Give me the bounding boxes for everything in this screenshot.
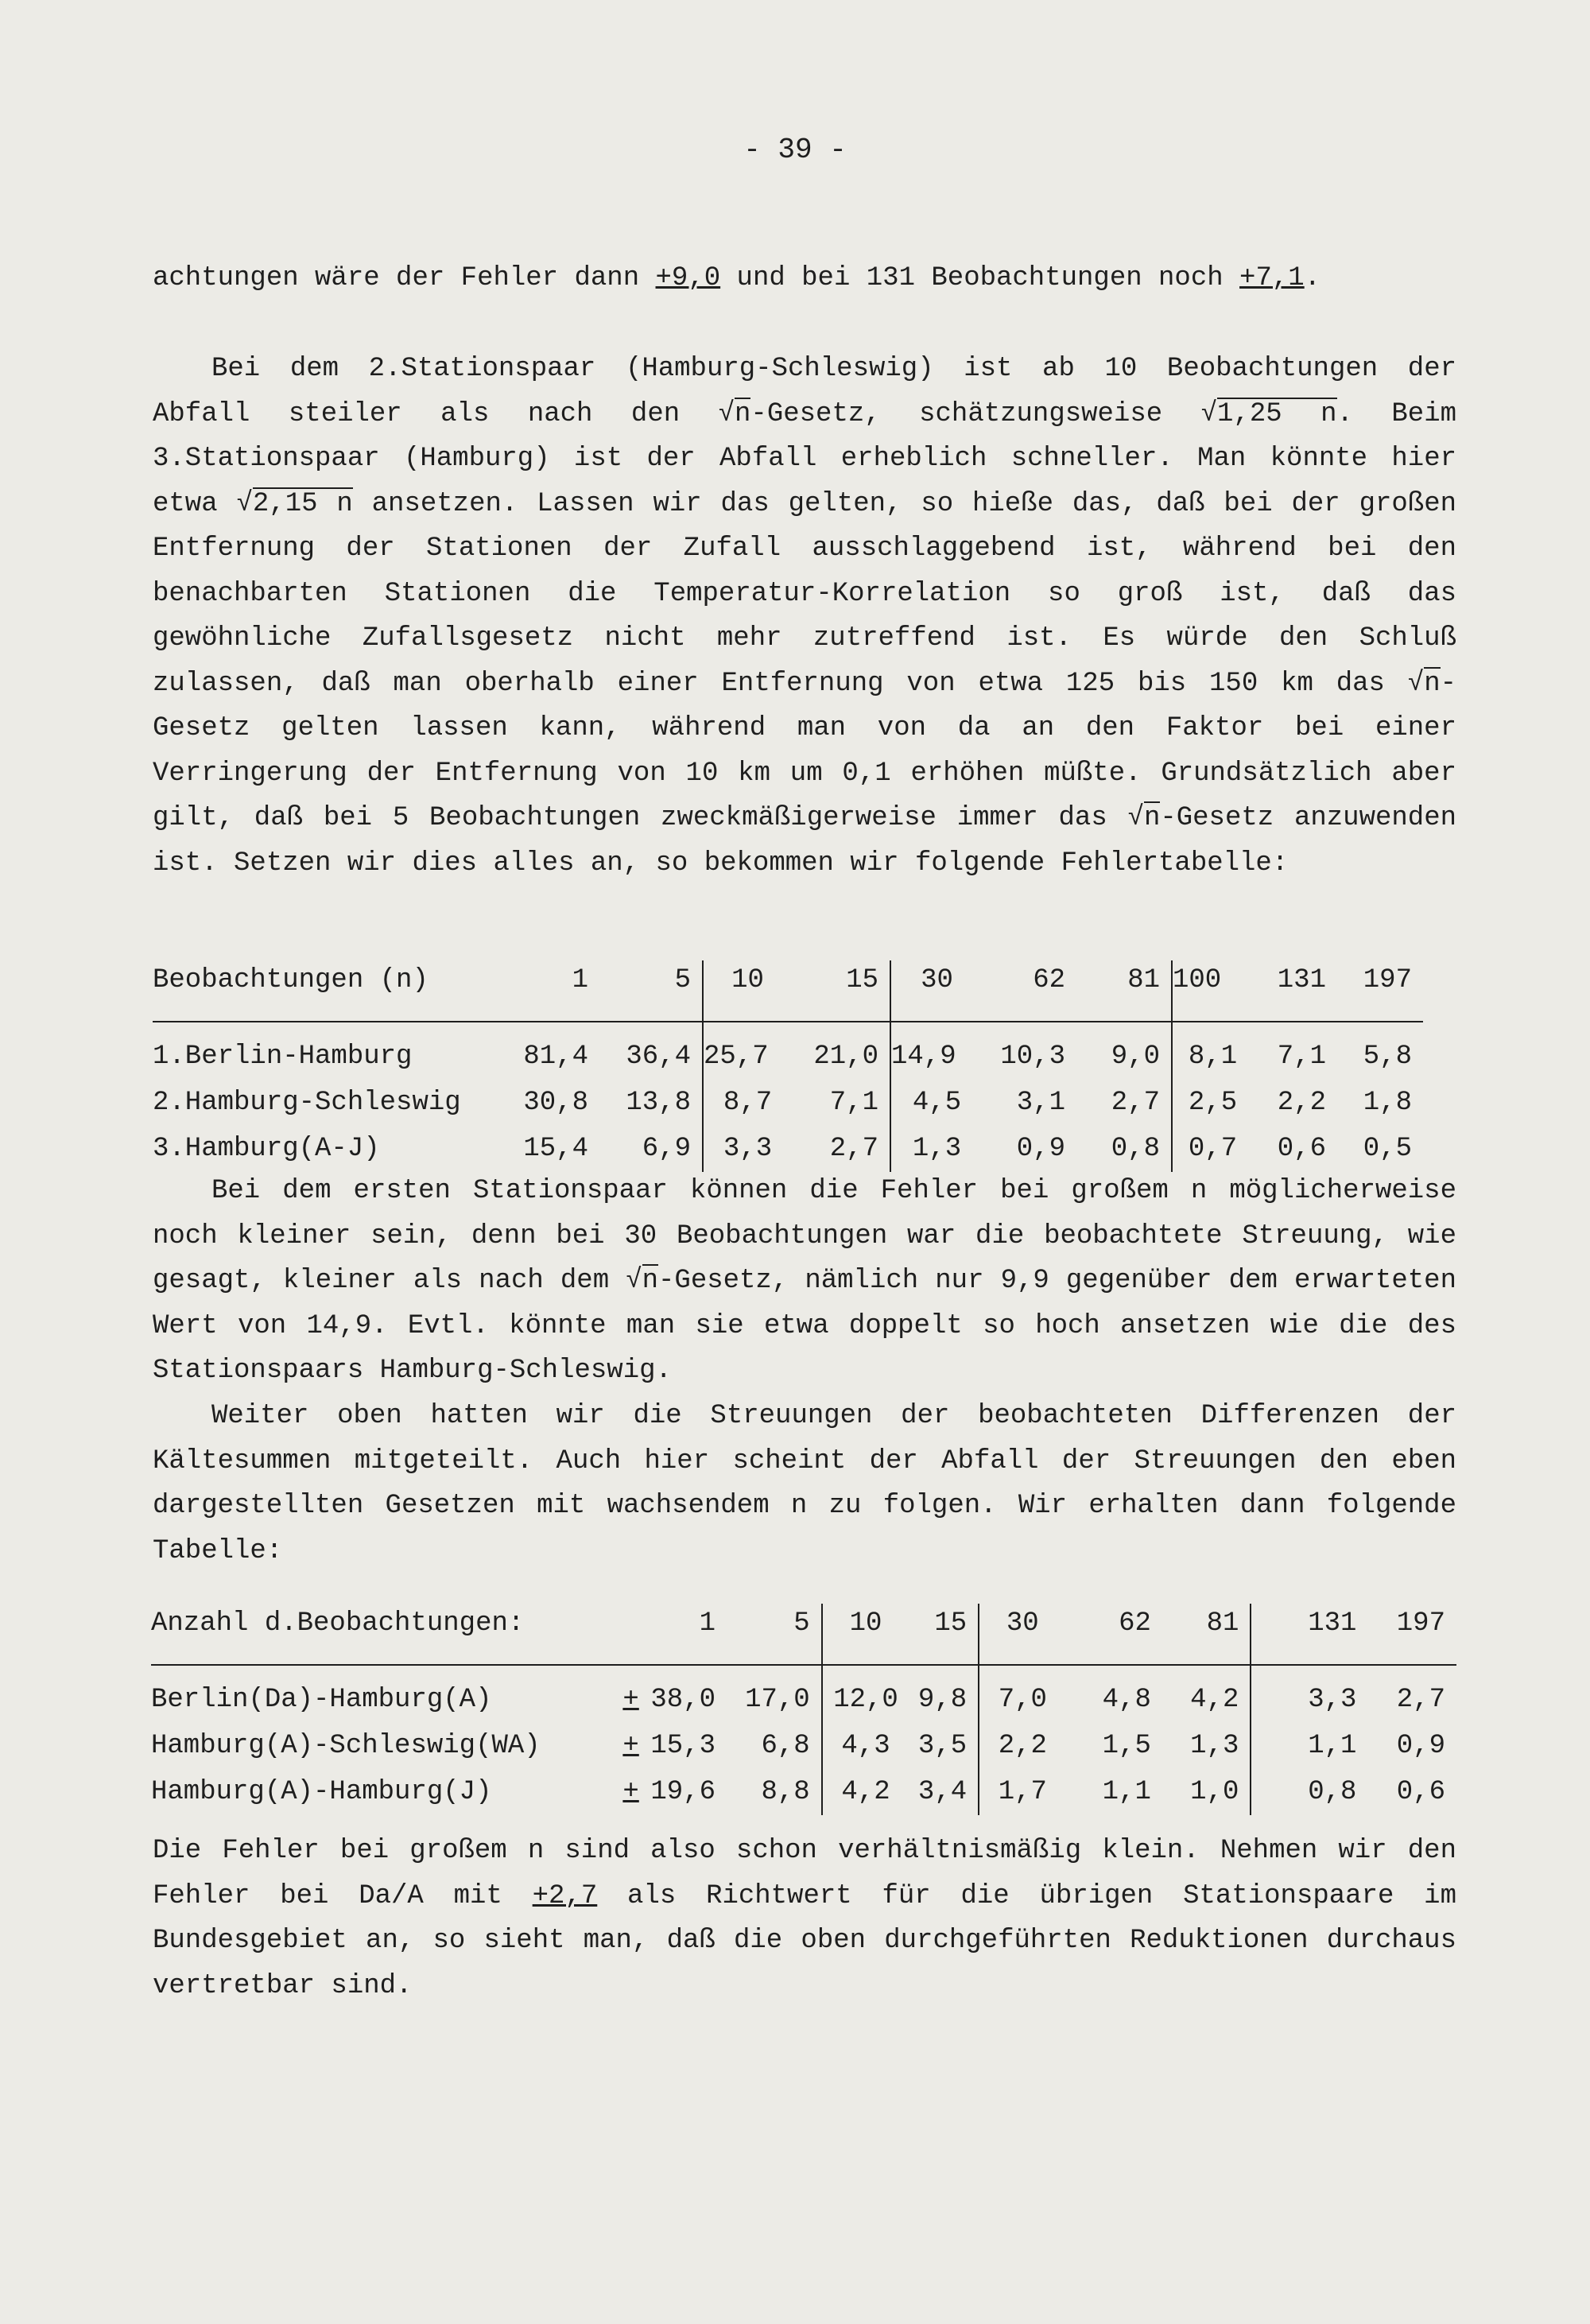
table-cell: 2,5 [1172, 1080, 1253, 1126]
table-cell: 1,1 [1102, 1777, 1151, 1807]
table-cell: 5,8 [1363, 1042, 1412, 1072]
table-cell: 81,4 [523, 1042, 588, 1072]
table-row [153, 1126, 1423, 1172]
column-header: 5 [599, 960, 703, 1022]
table-cell: 1,7 [979, 1769, 1065, 1815]
table-cell: 4,2 [822, 1769, 909, 1815]
table-cell: 3,4 [917, 1777, 968, 1807]
column-header: 10 [822, 1604, 909, 1665]
error-table [153, 960, 1423, 1172]
row-label: 1.Berlin-Hamburg [153, 1042, 413, 1072]
table-cell: 3,3 [703, 1126, 792, 1172]
table-cell: 25,7 [703, 1022, 792, 1080]
column-header: 81 [1162, 1604, 1251, 1665]
table-cell: 6,9 [642, 1134, 691, 1164]
table-row [153, 1080, 1423, 1126]
table-cell: 2,2 [979, 1723, 1065, 1769]
column-header: 197 [1337, 960, 1423, 1022]
table-cell: 3,3 [1251, 1665, 1367, 1723]
table-cell: 12,0 [822, 1665, 909, 1723]
table-cell: 38,0 [650, 1685, 716, 1715]
table-cell: 1,0 [1190, 1777, 1239, 1807]
table-cell: 8,8 [761, 1777, 810, 1807]
paragraph-4: Weiter oben hatten wir die Streuungen der beobachteten Differenzen der Kältesummen mitgeteilt. Auch hier scheint der Abfall der Streuungen den eben dargestellten Gesetzen mit wachsendem n zu folgen. Wir erhalten dann folgende Tabelle: [153, 1401, 1456, 1566]
sqrt-radicand: n [735, 398, 751, 429]
plus-minus-sign: + [622, 1731, 639, 1761]
row-label: 3.Hamburg(A-J) [153, 1134, 380, 1164]
table-cell: 2,7 [829, 1134, 878, 1164]
table-row [151, 1665, 1456, 1723]
table-cell: 15,3 [650, 1731, 716, 1761]
table-cell: 8,1 [1172, 1022, 1253, 1080]
table-cell: 0,8 [1111, 1134, 1160, 1164]
table-cell: 4,3 [822, 1723, 909, 1769]
column-header: 30 [890, 960, 983, 1022]
table-cell: 21,0 [813, 1042, 878, 1072]
table-cell: 0,9 [1016, 1134, 1065, 1164]
table-cell: 0,5 [1363, 1134, 1412, 1164]
table-row [151, 1769, 1456, 1815]
sqrt-radicand: n [642, 1266, 659, 1296]
table-header-row [153, 960, 1423, 1022]
table-row [151, 1723, 1456, 1769]
table-cell: 3,1 [1016, 1088, 1065, 1118]
column-header: 10 [703, 960, 792, 1022]
table-cell: 1,8 [1363, 1088, 1412, 1118]
column-header: 131 [1253, 960, 1337, 1022]
table-cell: 0,6 [1277, 1134, 1326, 1164]
row-label: Berlin(Da)-Hamburg(A) [151, 1685, 492, 1715]
table-cell: 4,8 [1102, 1685, 1151, 1715]
plus-minus-value: +7,1 [1239, 263, 1305, 293]
table-header-label: Anzahl d.Beobachtungen: [151, 1604, 611, 1665]
paragraph-1: achtungen wäre der Fehler dann +9,0 und bei 131 Beobachtungen noch +7,1. [153, 263, 1321, 293]
table-cell: 13,8 [626, 1088, 691, 1118]
table-cell: 8,7 [703, 1080, 792, 1126]
column-header: 1 [650, 1604, 727, 1665]
table-header-row [151, 1604, 1456, 1665]
column-header: 1 [502, 960, 599, 1022]
table-cell: 36,4 [626, 1042, 691, 1072]
table-cell: 1,1 [1251, 1723, 1367, 1769]
table-cell: 2,7 [1111, 1088, 1160, 1118]
sqrt-radicand: 2,15 n [252, 488, 353, 519]
table-cell: 7,0 [979, 1665, 1065, 1723]
table-cell: 1,3 [890, 1126, 983, 1172]
column-header: 197 [1367, 1604, 1456, 1665]
table-cell: 30,8 [523, 1088, 588, 1118]
table-cell: 0,6 [1396, 1777, 1445, 1807]
row-label: 2.Hamburg-Schleswig [153, 1088, 461, 1118]
column-header: 5 [727, 1604, 822, 1665]
plus-minus-value: +2,7 [532, 1880, 598, 1911]
plus-minus-value: +9,0 [655, 263, 721, 293]
table-cell: 4,2 [1190, 1685, 1239, 1715]
table-cell: 0,8 [1251, 1769, 1367, 1815]
column-header: 62 [983, 960, 1076, 1022]
plus-minus-sign: + [622, 1685, 639, 1715]
page-number: - 39 - [743, 134, 847, 166]
table-cell: 9,8 [917, 1685, 968, 1715]
row-label: Hamburg(A)-Schleswig(WA) [151, 1731, 541, 1761]
table-header-label: Beobachtungen (n) [153, 960, 502, 1022]
table-cell: 15,4 [523, 1134, 588, 1164]
column-header: 100 [1172, 960, 1253, 1022]
table-cell: 4,5 [890, 1080, 983, 1126]
variance-table [151, 1604, 1456, 1815]
table-cell: 2,2 [1277, 1088, 1326, 1118]
table-cell: 0,9 [1396, 1731, 1445, 1761]
column-header: 15 [792, 960, 890, 1022]
table-cell: 10,3 [1000, 1042, 1065, 1072]
table-cell: 7,1 [829, 1088, 878, 1118]
table-cell: 7,1 [1277, 1042, 1326, 1072]
table-cell: 2,7 [1396, 1685, 1445, 1715]
table-cell: 6,8 [761, 1731, 810, 1761]
sqrt-radicand: 1,25 n [1217, 398, 1337, 429]
paragraph-5: Die Fehler bei großem n sind also schon verhältnismäßig klein. Nehmen wir den Fehler bei Da/A mit +2,7 als Richtwert für die übrigen Stationspaare im Bundesgebiet an, so sieht man, daß die oben durchgeführten Reduktionen durchaus vertretbar sind. [153, 1836, 1456, 2001]
paragraph-2: Bei dem 2.Stationspaar (Hamburg-Schleswig) ist ab 10 Beobachtungen der Abfall steiler als nach den √n-Gesetz, schätzungsweise √1,25 n. Beim 3.Stationspaar (Hamburg) ist der Abfall erheblich schneller. Man könnte hier etwa √2,15 n ansetzen. Lassen wir das gelten, so hieße das, daß bei der großen Entfernung der Stationen der Zufall ausschlaggebend ist, während bei den benachbarten Stationen die Temperatur-Korrelation so groß ist, daß das gewöhnliche Zufallsgesetz nicht mehr zutreffend ist. Es würde den Schluß zulassen, daß man oberhalb einer Entfernung von etwa 125 bis 150 km das √n-Gesetz gelten lassen kann, während man von da an den Faktor bei einer Verringerung der Entfernung von 10 km um 0,1 erhöhen müßte. Grundsätzlich aber gilt, daß bei 5 Beobachtungen zweckmäßigerweise immer das √n-Gesetz anzuwenden ist. Setzen wir dies alles an, so bekommen wir folgende Fehlertabelle: [153, 354, 1456, 879]
column-header: 62 [1066, 1604, 1162, 1665]
plus-minus-sign: + [622, 1777, 639, 1807]
table-cell: 19,6 [650, 1777, 716, 1807]
column-header: 15 [909, 1604, 979, 1665]
table-cell: 0,7 [1172, 1126, 1253, 1172]
table-cell: 14,9 [890, 1022, 983, 1080]
table-cell: 1,3 [1190, 1731, 1239, 1761]
row-label: Hamburg(A)-Hamburg(J) [151, 1777, 492, 1807]
sqrt-radicand: n [1143, 803, 1161, 833]
table-row [153, 1022, 1423, 1080]
table-cell: 17,0 [745, 1685, 810, 1715]
table-cell: 1,5 [1102, 1731, 1151, 1761]
column-header: 30 [979, 1604, 1065, 1665]
paragraph-3: Bei dem ersten Stationspaar können die Fehler bei großem n möglicherweise noch kleiner sein, denn bei 30 Beobachtungen war die beobachtete Streuung, wie gesagt, kleiner als nach dem √n-Gesetz, nämlich nur 9,9 gegenüber dem erwarteten Wert von 14,9. Evtl. könnte man sie etwa doppelt so hoch ansetzen wie die des Stationspaars Hamburg-Schleswig. [153, 1176, 1456, 1386]
column-header: 131 [1251, 1604, 1367, 1665]
sqrt-radicand: n [1424, 668, 1441, 699]
table-cell: 9,0 [1111, 1042, 1160, 1072]
column-header: 81 [1076, 960, 1172, 1022]
table-cell: 3,5 [917, 1731, 968, 1761]
